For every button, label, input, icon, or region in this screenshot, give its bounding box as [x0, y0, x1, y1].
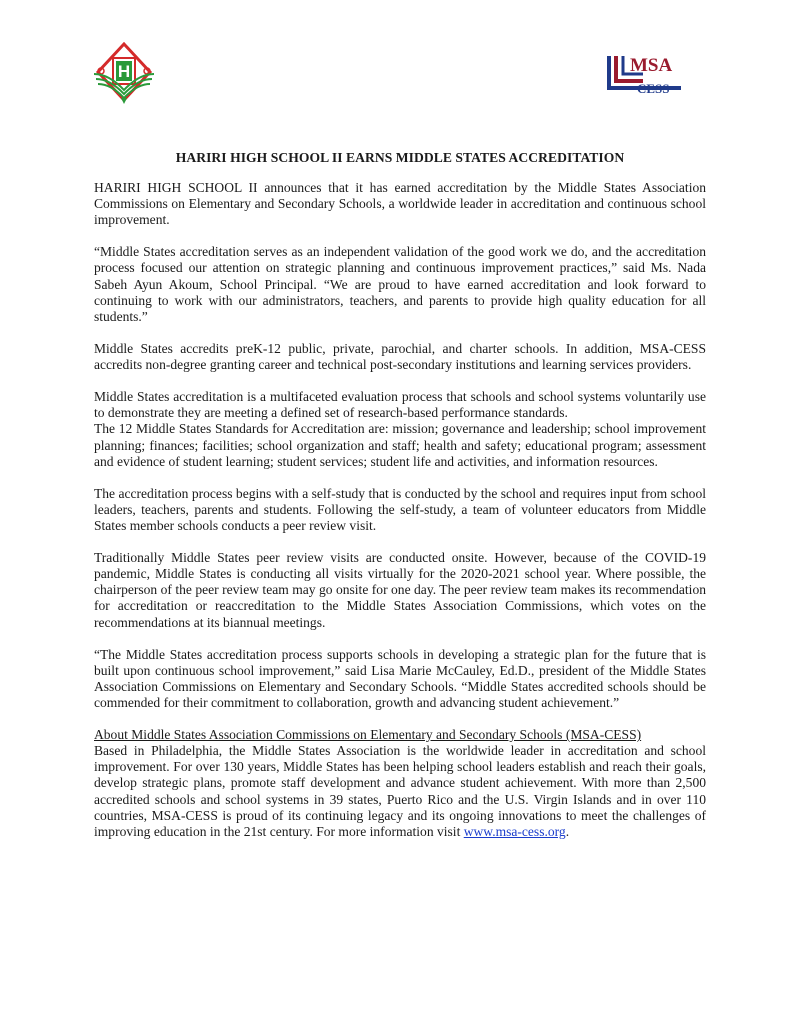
svg-text:CESS: CESS: [637, 81, 670, 94]
svg-text:H: H: [117, 62, 131, 81]
school-crest-icon: [92, 42, 156, 108]
msa-cess-emblem-icon: [607, 52, 683, 94]
paragraph-self-study: The accreditation process begins with a self-study that is conducted by the school and requires input from school leaders, teachers, parents and students. Following the self-study, a team of volunteer educators from Middle States member schools conducts a peer review visit.: [94, 485, 706, 533]
svg-text:MSA: MSA: [630, 55, 673, 76]
paragraph-peer-review: Traditionally Middle States peer review visits are conducted onsite. However, because of the COVID-19 pandemic, Middle States is conducting all visits virtually for the 2020-2021 school year. Where possible, the chairperson of the peer review team may go onsite for one day. The peer review team makes its recommendation for accreditation or reaccreditation to the Middle States Association Commissions, which votes on the recommendations at its biannual meetings.: [94, 550, 706, 630]
paragraph-president-quote: “The Middle States accreditation process supports schools in developing a strategic plan for the future that is built upon continuous school improvement,” said Lisa Marie McCauley, Ed.D., president of the Middle States Association Commissions on Elementary and Secondary Schools. “Middle States accredited schools should be commended for their commitment to collaboration, growth and advancing student achievement.”: [94, 646, 706, 710]
about-text: Based in Philadelphia, the Middle States Association is the worldwide leader in accreditation and school improvement. For over 130 years, Middle States has been helping school leaders establish and reach their goals, develop strategic plans, promote staff development and advance student achievement. With more than 2,500 accredited schools and school systems in 39 states, Puerto Rico and the U.S. Virgin Islands and in over 110 countries, MSA-CESS is proud of its continuing legacy and its ongoing innovations to meet the challenges of improving education in the 21st century. For more information visit: [94, 743, 706, 839]
document-title: HARIRI HIGH SCHOOL II EARNS MIDDLE STATES ACCREDITATION: [175, 150, 625, 165]
about-section: [94, 727, 706, 840]
paragraph-announcement: HARIRI HIGH SCHOOL II announces that it has earned accreditation by the Middle States Association Commissions on Elementary and Secondary Schools, a worldwide leader in accreditation and continuous school improvement.: [94, 180, 706, 228]
paragraph-accredits: Middle States accredits preK-12 public, private, parochial, and charter schools. In addition, MSA-CESS accredits non-degree granting career and technical post-secondary institutions and learning services providers.: [94, 340, 706, 373]
msa-cess-website-link[interactable]: www.msa-cess.org: [463, 823, 566, 839]
paragraph-evaluation-process: Middle States accreditation is a multifaceted evaluation process that schools and school systems voluntarily use to demonstrate they are meeting a defined set of research-based performance standards.: [94, 389, 706, 421]
msa-cess-logo: [607, 52, 683, 94]
about-text-end: .: [565, 823, 570, 839]
about-heading: About Middle States Association Commissions on Elementary and Secondary Schools (MSA-CESS): [94, 727, 642, 743]
hariri-school-logo: [92, 42, 156, 108]
paragraph-principal-quote: “Middle States accreditation serves as an independent validation of the good work we do, and the accreditation process focused our attention on strategic planning and continuous improvement practices,” said Ms. Nada Sabeh Ayun Akoum, School Principal. “We are proud to have earned accreditation and look forward to continuing to work with our administrators, teachers, and parents to provide high quality education for all students.”: [94, 244, 706, 324]
document-body: [94, 180, 706, 840]
paragraph-standards: The 12 Middle States Standards for Accreditation are: mission; governance and leadership; school improvement planning; finances; facilities; school organization and staff; health and safety; educational program; assessment and evidence of student learning; student services; student life and activities, and information resources.: [94, 421, 706, 469]
